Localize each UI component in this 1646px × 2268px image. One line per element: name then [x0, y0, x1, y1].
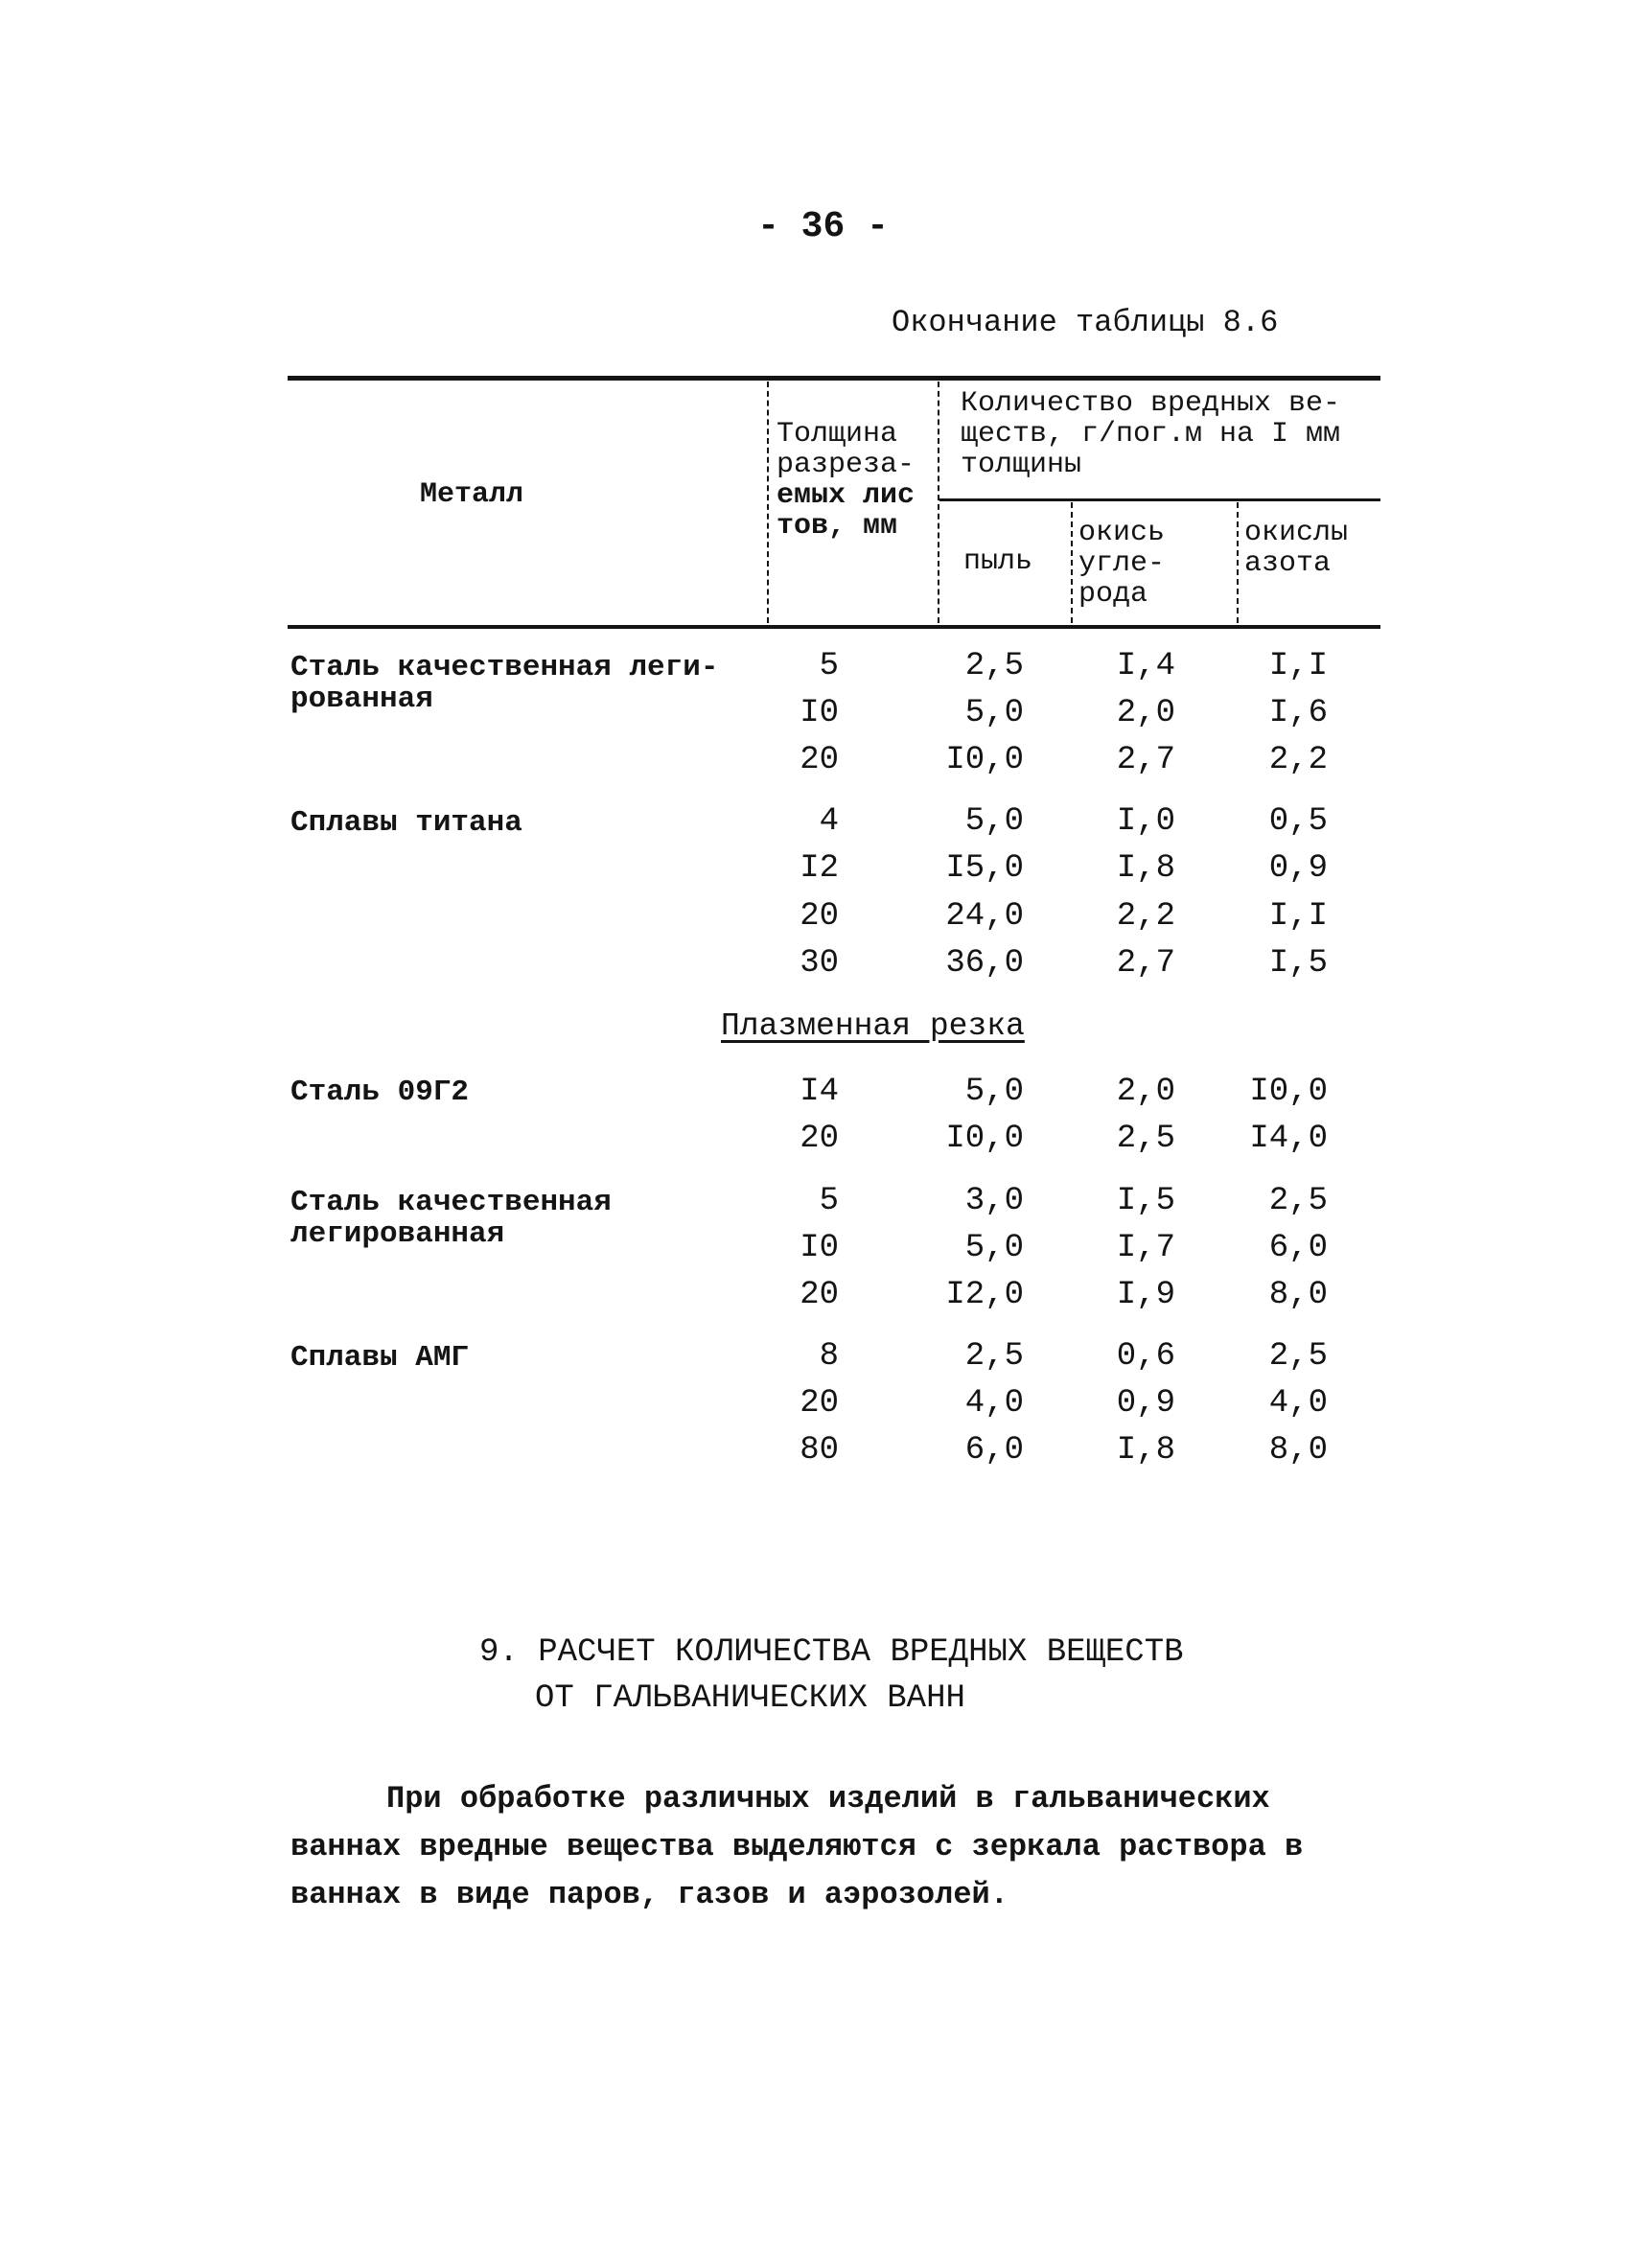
section-title: 9. РАСЧЕТ КОЛИЧЕСТВА ВРЕДНЫХ ВЕЩЕСТВ ОТ ГАЛЬВАНИЧЕСКИХ ВАНН [479, 1634, 1184, 1717]
col-divider-4 [1237, 502, 1239, 623]
table-header-bottom-rule [288, 625, 1380, 629]
metal-name: Сталь 09Г2 [290, 1076, 470, 1109]
quantity-sub-rule [939, 498, 1380, 501]
metal-name: Сталь качественная леги- рованная [290, 651, 719, 716]
header-nox: окислы азота [1244, 517, 1349, 580]
header-metal: Металл [420, 478, 524, 511]
header-co: окись угле- рода [1078, 517, 1166, 611]
col-divider-3 [1071, 502, 1073, 623]
header-dust: пыль [963, 545, 1033, 578]
plasma-cutting-subheading: Плазменная резка [721, 1008, 1025, 1044]
metal-name: Сплавы титана [290, 806, 522, 840]
col-divider-2 [938, 382, 939, 623]
header-thickness: Толщина разреза- емых лис тов, мм [777, 418, 916, 543]
metal-name: Сталь качественная легированная [290, 1186, 612, 1251]
col-divider-1 [767, 382, 769, 623]
metal-name: Сплавы АМГ [290, 1341, 470, 1375]
section-paragraph: При обработке различных изделий в гальванических ваннах вредные вещества выделяются с зеркала раствора в ваннах в виде паров, газов и аэрозолей. [290, 1781, 1304, 1912]
table-caption: Окончание таблицы 8.6 [892, 305, 1279, 340]
page-number: - 36 - [757, 206, 889, 247]
header-quantity: Количество вредных ве- ществ, г/пог.м на I мм толщины [961, 387, 1341, 481]
table-top-rule [288, 376, 1380, 381]
